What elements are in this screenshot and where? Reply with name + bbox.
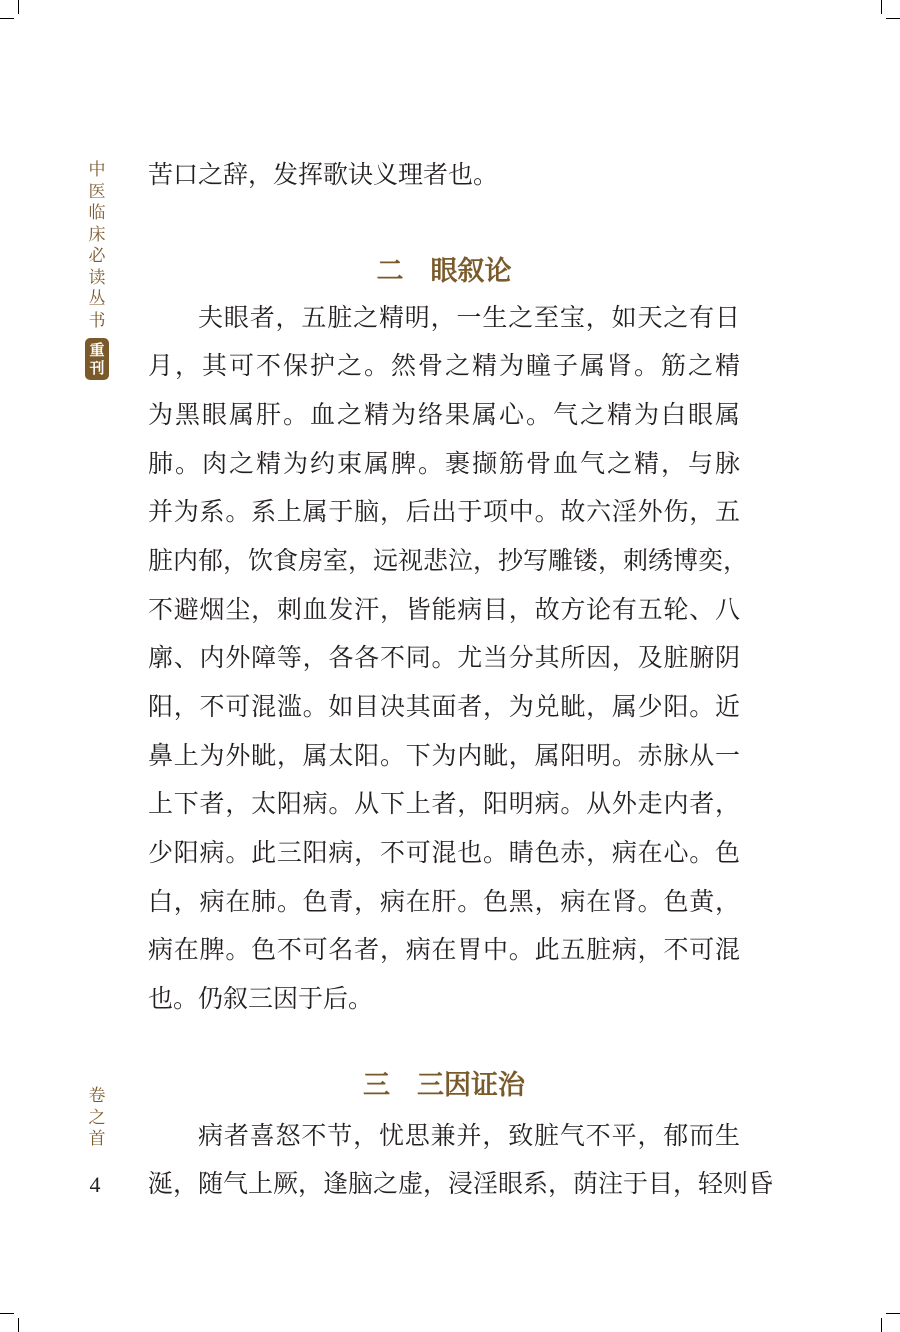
text-line: 少阳病。此三阳病，不可混也。睛色赤，病在心。色 xyxy=(148,838,740,867)
series-title-char: 中 xyxy=(88,160,106,180)
chapter-label xyxy=(84,1086,110,1151)
series-title-char: 书 xyxy=(88,310,106,331)
text-line: 夫眼者，五脏之精明，一生之至宝，如天之有日 xyxy=(198,303,740,332)
text-line: 阳，不可混滥。如目决其面者，为兑眦，属少阳。近 xyxy=(148,692,740,721)
series-title-char: 临 xyxy=(88,203,106,223)
text-line: 肺。肉之精为约束属脾。裹撷筋骨血气之精，与脉 xyxy=(148,449,740,478)
text-line: 苦口之辞，发挥歌诀义理者也。 xyxy=(148,160,499,189)
crop-mark xyxy=(881,0,882,14)
text-line: 不避烟尘，刺血发汗，皆能病目，故方论有五轮、八 xyxy=(148,595,740,624)
section-heading: 三 三因证治 xyxy=(363,1070,525,1101)
text-line: 上下者，太阳病。从下上者，阳明病。从外走内者， xyxy=(148,789,740,818)
chapter-label-char: 卷 xyxy=(88,1086,106,1106)
crop-mark xyxy=(18,0,19,14)
crop-mark xyxy=(886,1313,900,1314)
series-title-char: 丛 xyxy=(88,289,106,309)
text-line: 白，病在肺。色青，病在肝。色黑，病在肾。色黄， xyxy=(148,887,740,916)
series-title-char: 床 xyxy=(88,224,106,245)
crop-mark xyxy=(0,18,14,19)
text-line: 病者喜怒不节，忧思兼并，致脏气不平，郁而生 xyxy=(198,1121,740,1150)
series-badge xyxy=(85,338,109,380)
series-badge-char: 刊 xyxy=(89,359,105,377)
text-line: 脏内郁，饮食房室，远视悲泣，抄写雕镂，刺绣博奕， xyxy=(148,546,749,575)
crop-mark xyxy=(886,18,900,19)
series-title xyxy=(84,160,110,380)
text-line: 也。仍叙三因于后。 xyxy=(148,984,374,1013)
series-title-char: 读 xyxy=(88,267,106,288)
section-heading: 二 眼叙论 xyxy=(376,256,512,287)
text-line: 病在脾。色不可名者，病在胃中。此五脏病，不可混 xyxy=(148,935,740,964)
text-line: 涎，随气上厥，逢脑之虚，浸淫眼系，荫注于目，轻则昏 xyxy=(148,1169,774,1198)
crop-mark xyxy=(18,1318,19,1332)
series-title-char: 必 xyxy=(88,246,106,266)
text-line: 廓、内外障等，各各不同。尤当分其所因，及脏腑阴 xyxy=(148,643,740,672)
chapter-label-char: 之 xyxy=(88,1107,106,1128)
text-line: 鼻上为外眦，属太阳。下为内眦，属阳明。赤脉从一 xyxy=(148,741,740,770)
crop-mark xyxy=(0,1313,14,1314)
text-line: 为黑眼属肝。血之精为络果属心。气之精为白眼属 xyxy=(148,400,740,429)
crop-mark xyxy=(881,1318,882,1332)
chapter-label-char: 首 xyxy=(88,1129,106,1149)
series-title-char: 医 xyxy=(88,181,106,202)
series-badge-char: 重 xyxy=(89,341,105,359)
text-line: 月，其可不保护之。然骨之精为瞳子属肾。筋之精 xyxy=(148,351,740,380)
page-number: 4 xyxy=(89,1172,101,1197)
text-line: 并为系。系上属于脑，后出于项中。故六淫外伤，五 xyxy=(148,497,740,526)
